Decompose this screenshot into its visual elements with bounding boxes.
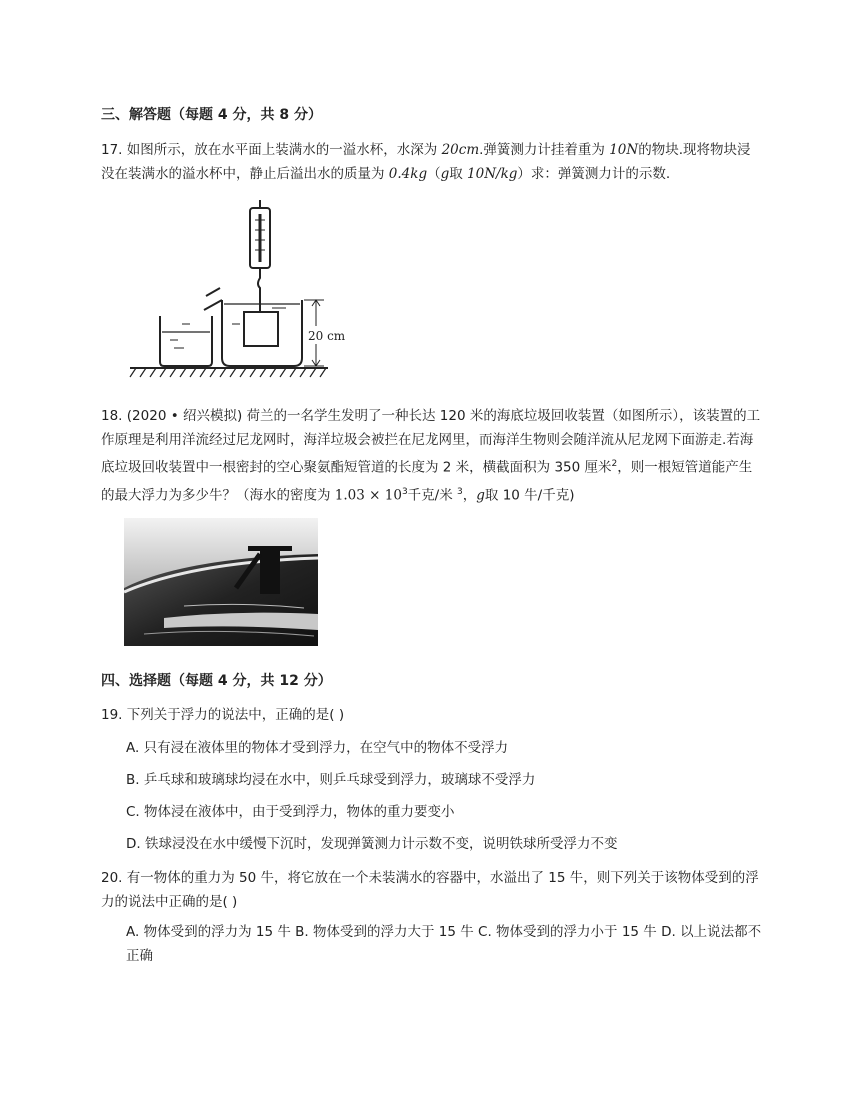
question-20-stem: 20. 有一物体的重力为 50 牛，将它放在一个未装满水的容器中，水溢出了 15 牛，则下列关于该物体受到的浮力的说法中正确的是( ): [101, 870, 759, 910]
q17-text: 取: [449, 166, 468, 182]
q17-text: 如图所示，放在水平面上装满水的一溢水杯，水深为: [126, 142, 442, 158]
q18-unit: 千克/米: [407, 487, 453, 503]
overflow-cup: [222, 300, 302, 366]
q18-g-symbol: g: [476, 487, 485, 503]
q17-text: 的物块.现将物块浸没在装满水的溢水杯中，静止后溢出水的质量为: [101, 142, 751, 182]
q18-text: ，则一根短管道能产生的最大浮力为多少牛？（海水的密度为: [101, 459, 753, 503]
q19-option-d[interactable]: D. 铁球浸没在水中缓慢下沉时，发现弹簧测力计示数不变，说明铁球所受浮力不变: [126, 836, 618, 852]
q18-text: 取 10 牛/千克): [484, 487, 575, 503]
overflow-cup-figure: [128, 200, 364, 378]
question-18: 18. (2020 • 绍兴模拟) 荷兰的一名学生发明了一种长达 120 米的海底垃圾回收装置（如图所示），该装置的工作原理是利用洋流经过尼龙网时，海洋垃圾会被拦在尼龙网里，而海洋生物则会随洋流从尼龙网下面游走.若海底垃圾回收装置中一根密封的空心聚氨酯短管道的长度为 2 米，横截面积为 350 厘米$^2$，则一根短管道能产生的最大浮力为多少牛？（海水的密度为 $1.03 \times 10^3$千克/米 $^3$，g取 10 牛/千克): [101, 408, 761, 503]
q18-superscript: 2: [611, 459, 618, 469]
ocean-cleanup-photo: [124, 518, 318, 646]
q18-superscript: 3: [457, 486, 463, 497]
q17-depth: 20cm: [441, 142, 480, 158]
q19-option-b[interactable]: B. 乒乓球和玻璃球均浸在水中，则乒乓球受到浮力，玻璃球不受浮力: [126, 772, 536, 788]
q17-weight: 10N: [609, 142, 639, 158]
q18-density: 1.03 × 10: [334, 487, 402, 503]
q17-mass: 0.4kg: [388, 166, 428, 182]
q17-text: ）求：弹簧测力计的示数.: [517, 166, 671, 182]
q19-option-c[interactable]: C. 物体浸在液体中，由于受到浮力，物体的重力要变小: [126, 804, 455, 820]
q19-option-a[interactable]: A. 只有浸在液体里的物体才受到浮力，在空气中的物体不受浮力: [126, 740, 509, 756]
question-17: [101, 138, 761, 186]
q18-text: (2020 • 绍兴模拟) 荷兰的一名学生发明了一种长达 120 米的海底垃圾回收装置（如图所示），该装置的工作原理是利用洋流经过尼龙网时，海洋垃圾会被拦在尼龙网里，而海洋生物则会随洋流从尼龙网下面游走.若海底垃圾回收装置中一根密封的空心聚氨酯短管道的长度为 2 米，横截面积为 350 厘米: [101, 408, 761, 476]
section-heading-3: 三、解答题（每题 4 分，共 8 分）: [101, 107, 322, 123]
q17-text: .弹簧测力计挂着重为: [479, 142, 610, 158]
q20-options[interactable]: A. 物体受到的浮力为 15 牛 B. 物体受到的浮力大于 15 牛 C. 物体受到的浮力小于 15 牛 D. 以上说法都不正确: [126, 924, 762, 964]
q18-superscript: 3: [401, 486, 408, 497]
q17-g-value: 10N/kg: [467, 166, 518, 182]
question-19-stem: 19. 下列关于浮力的说法中，正确的是( ): [101, 707, 345, 723]
question-number: 18.: [101, 408, 123, 424]
depth-label: 20 cm: [308, 329, 346, 343]
question-number: 17.: [101, 142, 123, 158]
q17-text: （: [427, 166, 441, 182]
block: [244, 312, 278, 346]
section-heading-4: 四、选择题（每题 4 分，共 12 分）: [101, 673, 332, 689]
q17-g-symbol: g: [440, 166, 450, 182]
